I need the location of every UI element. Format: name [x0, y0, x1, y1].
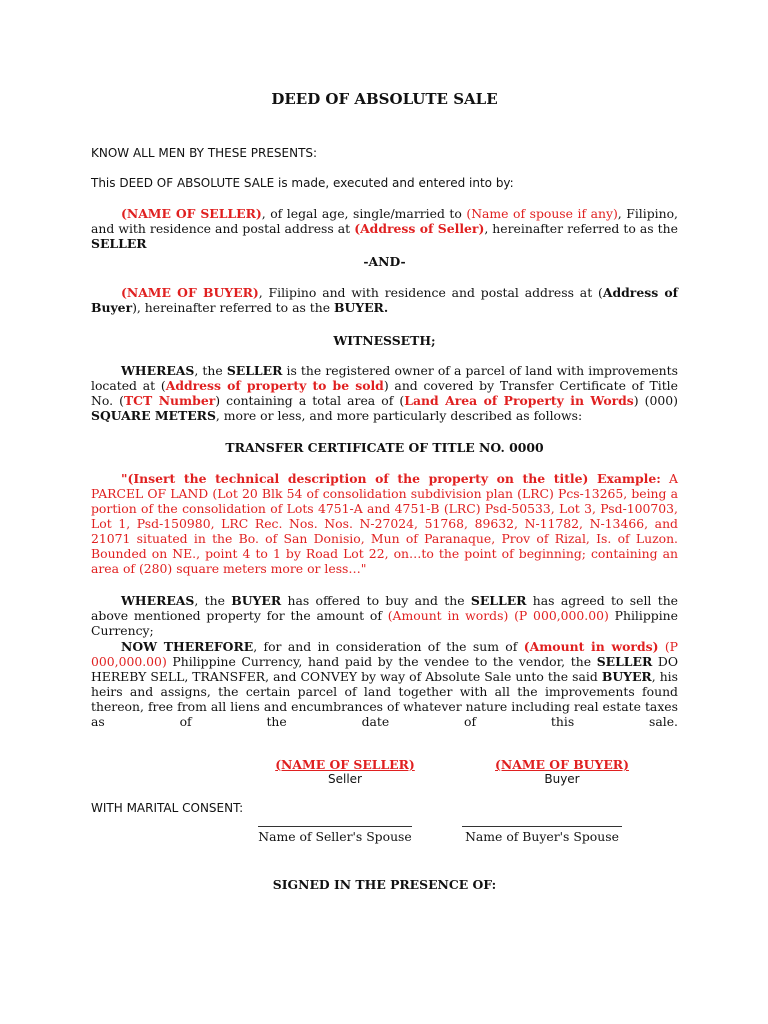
buyer-spouse-label: Name of Buyer's Spouse	[465, 829, 619, 844]
technical-description: "(Insert the technical description of the property on the title) Example: A PARCEL OF LAND (Lot 20 Blk 54 of consolidation subdivision plan (LRC) Pcs-13265, being a portion of the consolidation of Lots 4751-A and 4751-B (LRC) Psd-50533, Lot 3, Psd-100703, Lot 1, Psd-150980, LRC Rec. Nos. Nos. N-27024, 51768, 89632, N-11782, N-13466, and 21071 situated in the Bo. of San Donisio, Mun of Paranaque, Prov of Rizal, Is. of Luzon. Bounded on NE., point 4 to 1 by Road Lot 22, on…to the point of beginning; containing an area of (280) square meters more or less…"	[91, 471, 678, 576]
now-therefore-paragraph: NOW THEREFORE, for and in consideration of the sum of (Amount in words) (P 000,000.00) Philippine Currency, hand paid by the vendee to the vendor, the SELLER DO HEREBY SELL, TRANSFER, and CONVEY by way of Absolute Sale unto the said BUYER, his heirs and assigns, the certain parcel of land together with all the improvements found thereon, free from all liens and encumbrances of whatever nature including real estate taxes as of the date of this sale.	[91, 639, 679, 729]
buyer-signature-name: (NAME OF BUYER)	[495, 757, 629, 772]
land-area-placeholder: Land Area of Property in Words	[404, 393, 634, 408]
seller-spouse-signature-line	[258, 826, 412, 827]
signed-presence-heading: SIGNED IN THE PRESENCE OF:	[272, 877, 497, 892]
buyer-paragraph: (NAME OF BUYER), Filipino and with residence and postal address at (Address of Buyer), hereinafter referred to as the BUYER.	[91, 285, 678, 315]
witnesseth-heading: WITNESSETH;	[333, 333, 436, 348]
buyer-address-placeholder: Address of Buyer	[91, 285, 678, 315]
amount-placeholder: (Amount in words) (P 000,000.00)	[387, 608, 609, 623]
marital-consent-label: WITH MARITAL CONSENT:	[91, 801, 244, 815]
made-by-line: This DEED OF ABSOLUTE SALE is made, executed and entered into by:	[91, 176, 514, 190]
buyer-spouse-signature	[462, 826, 622, 844]
property-address-placeholder: Address of property to be sold	[165, 378, 384, 393]
seller-address-placeholder: (Address of Seller)	[354, 221, 485, 236]
and-separator: -AND-	[363, 254, 406, 269]
seller-signature-block	[270, 757, 420, 787]
seller-spouse-label: Name of Seller's Spouse	[258, 829, 412, 844]
document-title: DEED OF ABSOLUTE SALE	[271, 90, 498, 108]
property-paragraph: WHEREAS, the SELLER is the registered owner of a parcel of land with improvements located at (Address of property to be sold) and covered by Transfer Certificate of Title No. (TCT Number) containing a total area of (Land Area of Property in Words) (000) SQUARE METERS, more or less, and more particularly described as follows:	[91, 363, 679, 423]
spouse-placeholder: (Name of spouse if any)	[466, 206, 618, 221]
buyer-name-placeholder: (NAME OF BUYER)	[121, 285, 259, 300]
seller-name-placeholder: (NAME OF SELLER)	[121, 206, 262, 221]
tct-number-placeholder: TCT Number	[123, 393, 216, 408]
tct-heading: TRANSFER CERTIFICATE OF TITLE NO. 0000	[225, 440, 544, 455]
seller-role-label: Seller	[328, 772, 362, 786]
seller-paragraph: (NAME OF SELLER), of legal age, single/married to (Name of spouse if any), Filipino, and with residence and postal address at (Address of Seller), hereinafter referred to as the SELLER	[91, 206, 678, 251]
intro-line: KNOW ALL MEN BY THESE PRESENTS:	[91, 146, 318, 160]
buyer-spouse-signature-line	[462, 826, 622, 827]
seller-spouse-signature	[258, 826, 412, 844]
amount-words-placeholder: (Amount in words)	[523, 639, 659, 654]
buyer-role-label: Buyer	[544, 772, 580, 786]
amount-number-placeholder: (P 000,000.00)	[91, 639, 678, 669]
buyer-signature-block	[487, 757, 637, 787]
offer-paragraph: WHEREAS, the BUYER has offered to buy and the SELLER has agreed to sell the above mentioned property for the amount of (Amount in words) (P 000,000.00) Philippine Currency;	[91, 593, 679, 638]
seller-signature-name: (NAME OF SELLER)	[275, 757, 415, 772]
